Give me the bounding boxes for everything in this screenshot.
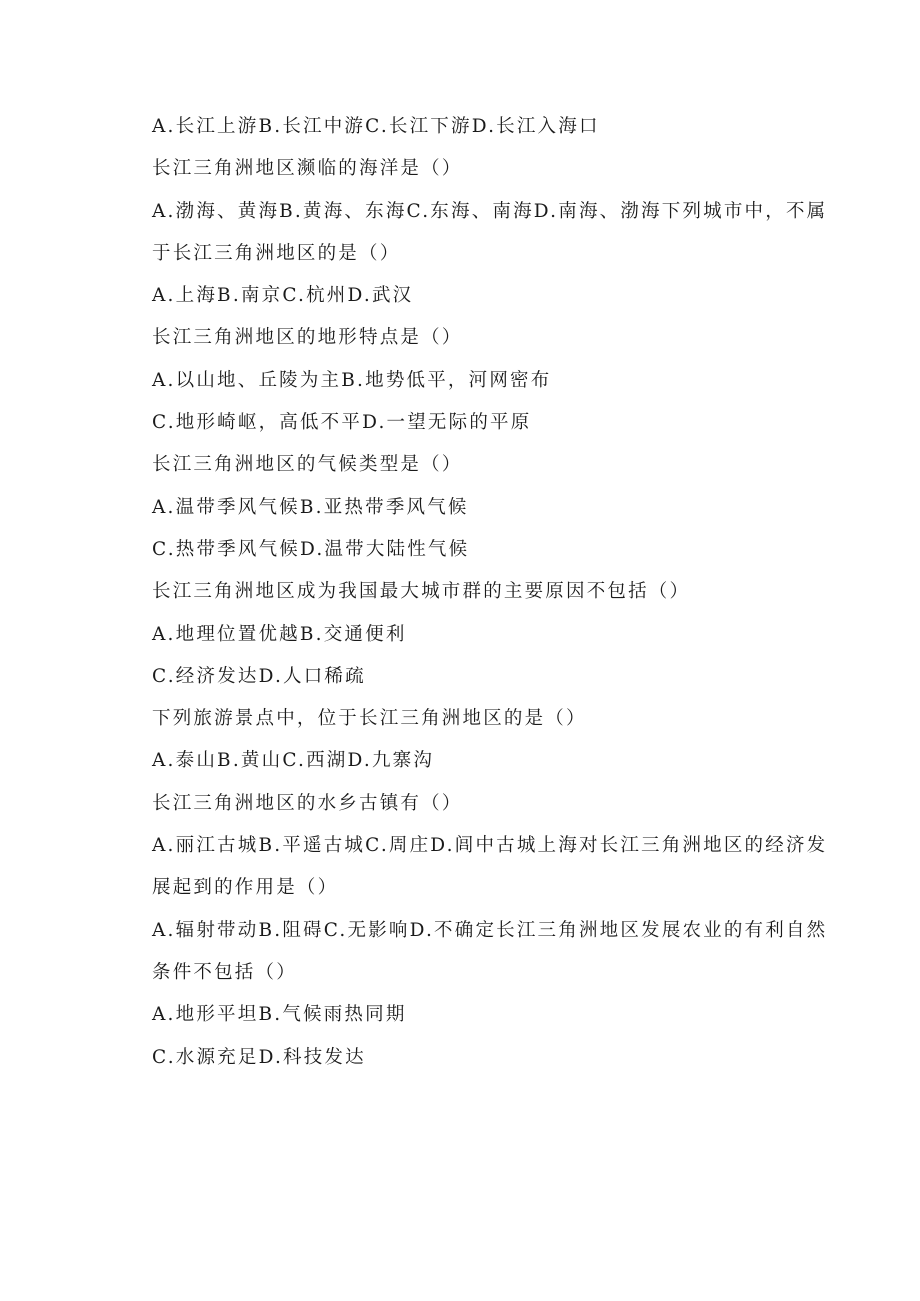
text-line-7: A.以山地、丘陵为主B.地势低平，河网密布 [152, 369, 552, 391]
text-line-19: 展起到的作用是（） [152, 877, 339, 899]
text-line-13: A.地理位置优越B.交通便利 [152, 623, 407, 645]
text-line-8: C.地形崎岖，高低不平D.一望无际的平原 [152, 412, 532, 434]
document-body [152, 106, 828, 1079]
text-line-4: 于长江三角洲地区的是（） [152, 242, 401, 264]
text-line-18: A.丽江古城B.平遥古城C.周庄D.闾中古城上海对长江三角洲地区的经济发 [152, 835, 828, 857]
text-line-15: 下列旅游景点中，位于长江三角洲地区的是（） [152, 708, 587, 730]
text-line-17: 长江三角洲地区的水乡古镇有（） [152, 792, 463, 814]
text-line-11: C.热带季风气候D.温带大陆性气候 [152, 538, 470, 560]
text-line-2: 长江三角洲地区濒临的海洋是（） [152, 158, 463, 180]
text-line-10: A.温带季风气候B.亚热带季风气候 [152, 496, 469, 518]
text-line-5: A.上海B.南京C.杭州D.武汉 [152, 285, 414, 307]
text-line-16: A.泰山B.黄山C.西湖D.九寨沟 [152, 750, 435, 772]
text-line-21: 条件不包括（） [152, 961, 297, 983]
text-line-22: A.地形平坦B.气候雨热同期 [152, 1004, 407, 1026]
text-line-12: 长江三角洲地区成为我国最大城市群的主要原因不包括（） [152, 581, 691, 603]
text-line-20: A.辐射带动B.阻碍C.无影响D.不确定长江三角洲地区发展农业的有利自然 [152, 919, 828, 941]
text-line-23: C.水源充足D.科技发达 [152, 1046, 366, 1068]
text-line-9: 长江三角洲地区的气候类型是（） [152, 454, 463, 476]
text-line-14: C.经济发达D.人口稀疏 [152, 665, 366, 687]
text-line-3: A.渤海、黄海B.黄海、东海C.东海、南海D.南海、渤海下列城市中，不属 [152, 200, 828, 222]
text-line-1: A.长江上游B.长江中游C.长江下游D.长江入海口 [152, 116, 600, 137]
text-line-6: 长江三角洲地区的地形特点是（） [152, 327, 463, 349]
